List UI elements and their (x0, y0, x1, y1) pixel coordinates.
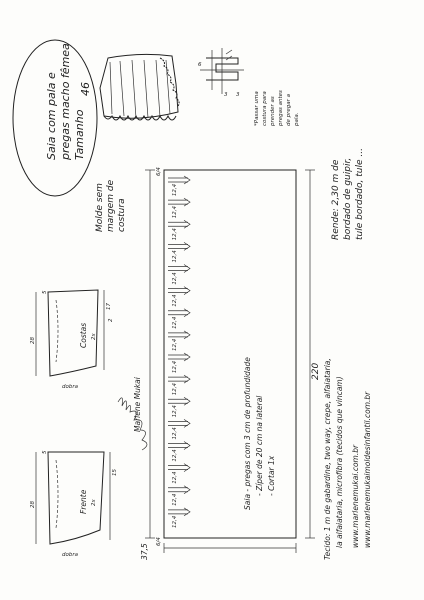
pleat-mark (168, 508, 190, 516)
pleat-label: 12,4 (172, 338, 178, 351)
pleat-label: 12,4 (172, 360, 178, 374)
pleat-label: 12,4 (172, 250, 178, 263)
svg-text:3: 3 (224, 92, 228, 98)
back-top-width: 17 (106, 303, 112, 310)
fabric-note-1: Tecido: 1 m de gabardine, two way, crepe, alfaiataria, (323, 358, 332, 560)
pleat-mark (168, 242, 190, 250)
website-2: www.marlenemukaimoldesinfantil.com.br (363, 391, 372, 548)
pleat-label: 12,4 (172, 272, 178, 285)
pleat-mark (168, 331, 190, 339)
pleat-label: 12,4 (172, 316, 178, 329)
fabric-note-2: la alfaiataria, microfibra (tecidos que vincam) (335, 376, 344, 548)
title-size: 46 (79, 82, 92, 96)
pleat-mark (168, 287, 190, 295)
pleat-mark (168, 486, 190, 494)
front-top-width: 15 (112, 469, 118, 476)
skirt-label-1: Saia - pregas com 3 cm de profundidade (243, 357, 252, 510)
pleat-label: 12,4 (172, 183, 178, 197)
pleat-diagram-icon (198, 48, 244, 98)
pleat-note-4: pregas antes (278, 90, 284, 126)
signature: Marlene Mukai (133, 377, 142, 432)
pleat-mark (168, 309, 190, 317)
pleat-label: 12,4 (172, 206, 178, 219)
back-side-height: 28 (30, 337, 36, 344)
pleat-label: 12,4 (172, 427, 178, 440)
pleat-label: 12,4 (172, 493, 178, 506)
pleat-label: 12,4 (172, 405, 178, 418)
title-line-2: pregas macho fêmea (59, 43, 72, 160)
mold-note-1: Molde sem (95, 183, 105, 232)
svg-text:3: 3 (236, 92, 240, 98)
pleat-mark (168, 397, 190, 405)
pleat-note-1: *Passar uma (254, 91, 260, 126)
front-label: Frente (79, 489, 88, 514)
edge-mark-bottom: 6/4 (156, 537, 162, 546)
yardage-3: tule bordado, tule ... (355, 148, 365, 240)
pleat-mark (168, 220, 190, 228)
pleat-mark (168, 419, 190, 427)
skirt-width: 220 (311, 362, 321, 380)
front-top-mark: 5 (42, 450, 48, 454)
pleat-label: 12,4 (172, 383, 178, 396)
pleat-mark (168, 265, 190, 273)
pleat-label: 12,4 (172, 471, 178, 484)
svg-text:6: 6 (198, 62, 202, 68)
front-side-height: 28 (30, 501, 36, 508)
front-fold: dobra (62, 552, 78, 558)
back-label: Costas (79, 322, 88, 348)
pleat-mark (168, 464, 190, 472)
pleat-label: 12,4 (172, 515, 178, 528)
title-line-1: Saia com pala e (45, 72, 58, 160)
pleat-mark (168, 198, 190, 206)
skirt-sketch-icon (100, 54, 179, 120)
pleat-label: 12,4 (172, 294, 178, 307)
pleat-mark (168, 375, 190, 383)
pleat-note-6: pala. (294, 112, 300, 126)
back-qty: 2x (91, 333, 97, 340)
edge-mark-top: 6/4 (156, 167, 162, 176)
pleat-note-5: de pregar a (286, 93, 292, 126)
back-fold: dobra (62, 384, 78, 390)
skirt-label-3: - Cortar 1x (267, 455, 276, 496)
skirt-label-2: - Zíper de 20 cm na lateral (255, 395, 264, 496)
skirt-panel (145, 170, 315, 553)
pleat-label: 12,4 (172, 228, 178, 241)
yardage-1: Rende: 2,30 m de (331, 159, 341, 240)
back-side-mark: 2 (108, 318, 114, 322)
pleat-mark (168, 442, 190, 450)
pleat-note-3: prender as (270, 96, 276, 126)
front-yoke-piece (36, 452, 110, 544)
skirt-height: 37,5 (140, 543, 149, 560)
mold-note-3: costura (117, 198, 127, 232)
pleat-note-2: costura para (262, 91, 268, 126)
back-top-mark: 5 (42, 290, 48, 294)
pleat-mark (168, 176, 190, 184)
yardage-2: bordado de guipir, (343, 157, 353, 240)
mold-note-2: margem de (106, 179, 116, 232)
website-1: www.marlenemukai.com.br (351, 444, 360, 548)
pleat-mark (168, 353, 190, 361)
front-qty: 2x (91, 499, 97, 506)
title-line-3: Tamanho (73, 109, 86, 160)
pleat-label: 12,4 (172, 449, 178, 462)
back-yoke-piece (36, 290, 104, 376)
